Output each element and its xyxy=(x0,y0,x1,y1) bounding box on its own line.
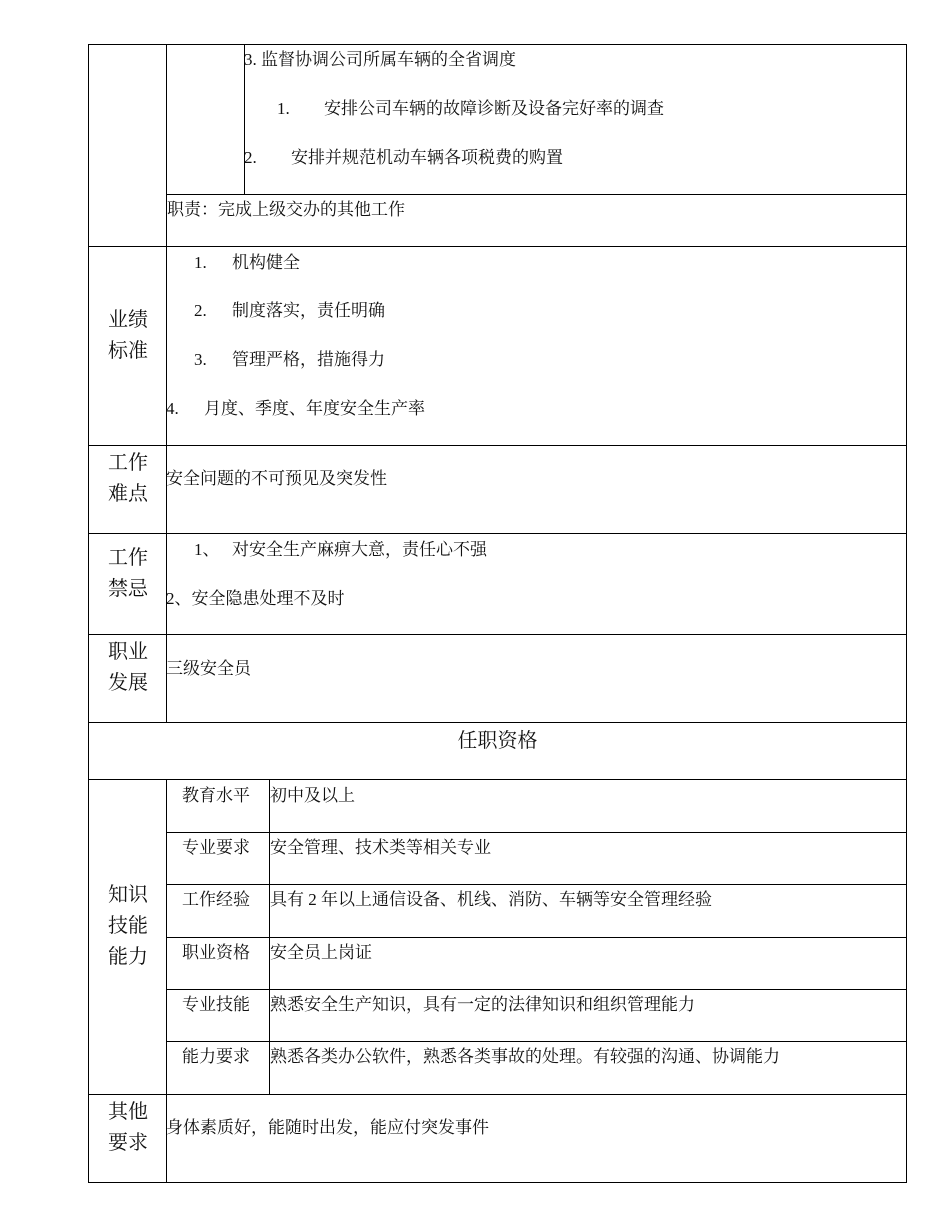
row-divider xyxy=(88,722,907,723)
performance-item-text: 管理严格，措施得力 xyxy=(232,350,385,369)
table-border-right xyxy=(906,44,907,1182)
qualification-row-label: 职业资格 xyxy=(182,943,250,962)
performance-item-text: 月度、季度、年度安全生产率 xyxy=(204,399,425,418)
qualification-row-value: 熟悉安全生产知识，具有一定的法律知识和组织管理能力 xyxy=(270,995,695,1014)
qualification-row-label: 专业技能 xyxy=(182,995,250,1014)
other-requirements-label: 其他 要求 xyxy=(108,1101,148,1154)
row-divider xyxy=(166,937,907,938)
performance-item-text: 机构健全 xyxy=(232,253,300,272)
label-column-divider xyxy=(166,44,167,722)
qualification-row-value: 安全管理、技术类等相关专业 xyxy=(270,838,491,857)
table-border-left xyxy=(88,44,89,1182)
difficulty-label: 工作 难点 xyxy=(108,452,148,505)
row-divider xyxy=(166,989,907,990)
performance-item-number: 1. xyxy=(194,253,207,272)
duty-subitem-text: 安排公司车辆的故障诊断及设备完好率的调查 xyxy=(324,99,664,118)
taboo-item-text: 对安全生产麻痹大意，责任心不强 xyxy=(232,540,487,559)
row-divider xyxy=(88,246,907,247)
difficulty-text: 安全问题的不可预见及突发性 xyxy=(166,469,387,488)
performance-label: 业绩 标准 xyxy=(108,309,148,362)
row-divider xyxy=(88,1094,907,1095)
duty-subitem-text: 安排并规范机动车辆各项税费的购置 xyxy=(291,148,563,167)
table-border-top xyxy=(88,44,907,45)
row-divider xyxy=(166,194,907,195)
career-text: 三级安全员 xyxy=(166,659,251,678)
taboo-label: 工作 禁忌 xyxy=(108,547,148,600)
other-requirements-text: 身体素质好，能随时出发，能应付突发事件 xyxy=(166,1118,489,1137)
qualification-row-value: 初中及以上 xyxy=(270,786,355,805)
career-label: 职业 发展 xyxy=(108,641,148,694)
row-divider xyxy=(166,884,907,885)
qualification-row-label: 教育水平 xyxy=(182,786,250,805)
row-divider xyxy=(88,634,907,635)
qualification-row-value: 安全员上岗证 xyxy=(270,943,372,962)
qualification-row-label: 工作经验 xyxy=(182,890,250,909)
row-divider xyxy=(166,832,907,833)
row-divider xyxy=(88,533,907,534)
table-border-bottom xyxy=(88,1182,907,1183)
qualification-row-value: 具有 2 年以上通信设备、机线、消防、车辆等安全管理经验 xyxy=(270,890,712,909)
performance-item-number: 3. xyxy=(194,350,207,369)
qualification-header: 任职资格 xyxy=(457,730,538,752)
duty-subitem-number: 2. xyxy=(244,148,257,167)
row-divider xyxy=(88,779,907,780)
row-divider xyxy=(166,1041,907,1042)
duty-subitem-number: 1. xyxy=(277,99,290,118)
qualification-row-label: 能力要求 xyxy=(182,1047,250,1066)
knowledge-skills-label: 知识 技能 能力 xyxy=(108,884,148,968)
duty-other: 职责：完成上级交办的其他工作 xyxy=(167,200,405,219)
performance-item-number: 2. xyxy=(194,301,207,320)
performance-item-text: 制度落实，责任明确 xyxy=(232,301,385,320)
row-divider xyxy=(88,445,907,446)
duty-item-3: 3. 监督协调公司所属车辆的全省调度 xyxy=(244,50,516,69)
taboo-item-number: 1、 xyxy=(194,540,220,559)
qualification-row-value: 熟悉各类办公软件，熟悉各类事故的处理。有较强的沟通、协调能力 xyxy=(270,1047,780,1066)
qualification-row-label: 专业要求 xyxy=(182,838,250,857)
performance-item-number: 4. xyxy=(166,399,179,418)
taboo-item-2: 2、安全隐患处理不及时 xyxy=(166,589,345,608)
